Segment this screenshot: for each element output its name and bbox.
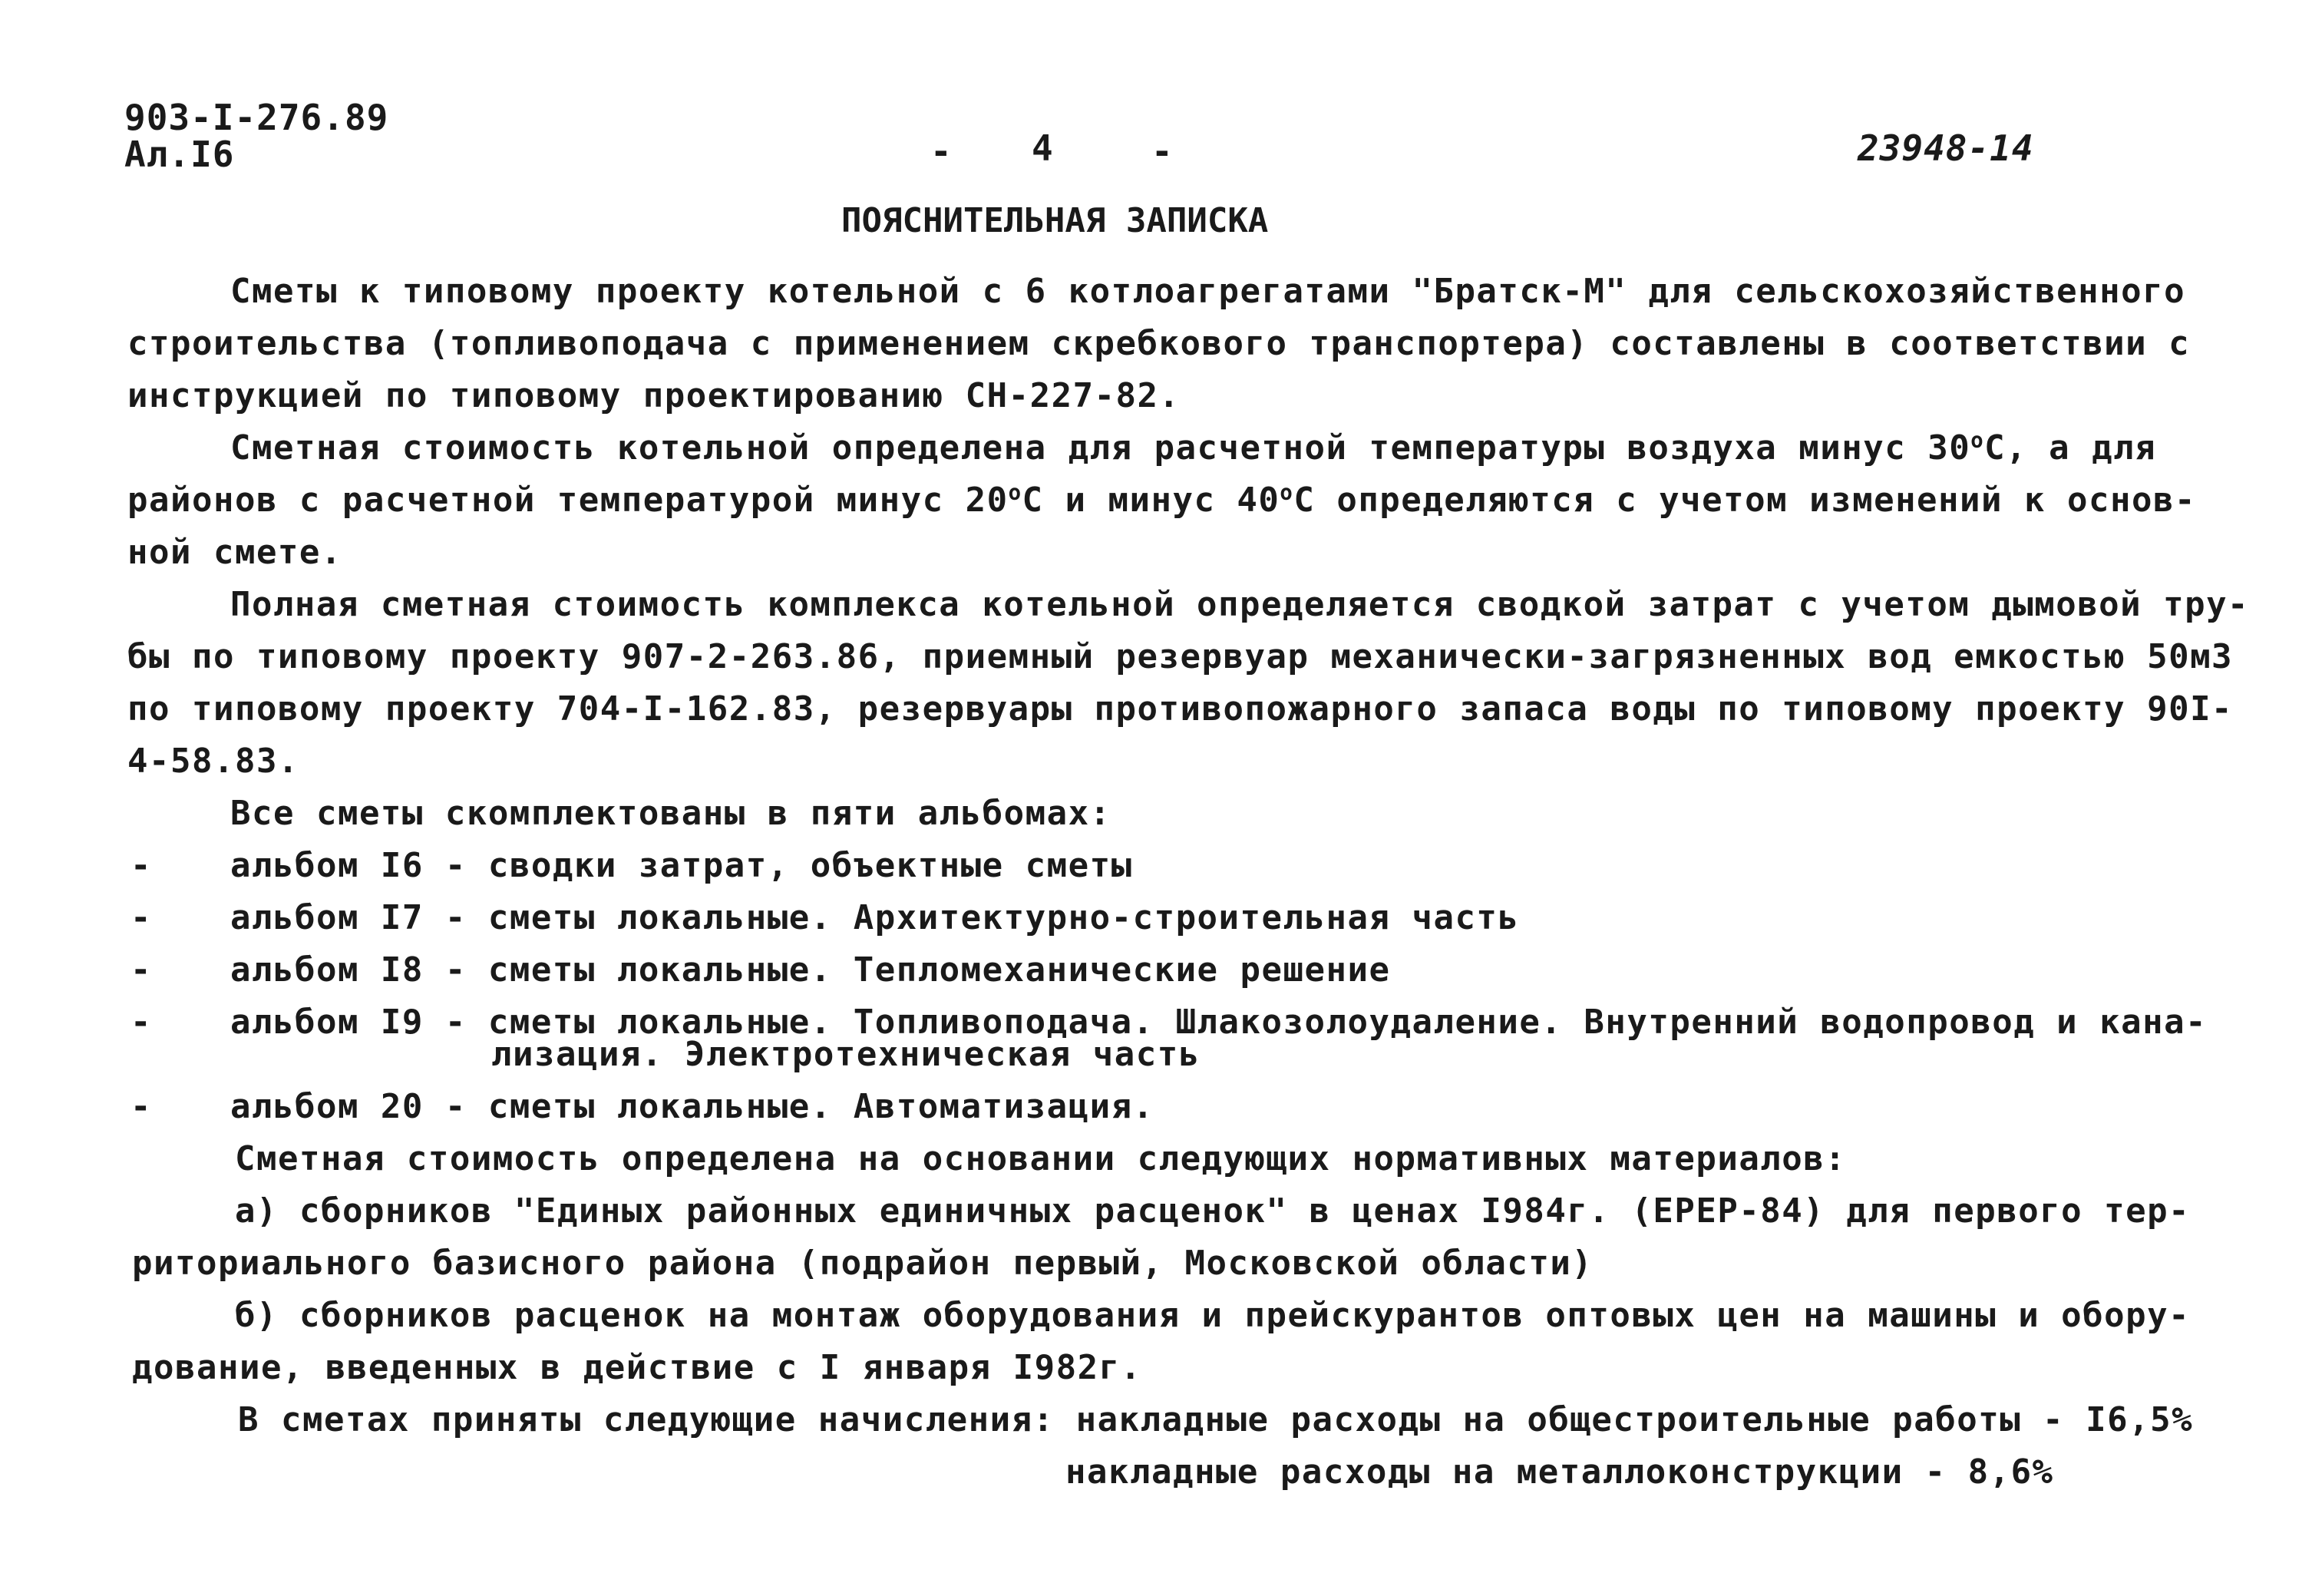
para3-line2: бы по типовому проекту 907-2-263.86, приемный резервуар механически-загрязненных вод емкостью 50м3 bbox=[127, 637, 2234, 676]
album-bullet: - bbox=[130, 1087, 151, 1126]
norm-a-line2: риториального базисного района (подрайон первый, Московской области) bbox=[132, 1244, 1594, 1283]
album-item-17: альбом I7 - сметы локальные. Архитектурно-строительная часть bbox=[230, 898, 1520, 937]
para3-line3: по типовому проекту 704-I-162.83, резервуары противопожарного запаса воды по типовому проекту 90I- bbox=[127, 689, 2234, 729]
para2-line1: Сметная стоимость котельной определена для расчетной температуры воздуха минус 30$^o$С, а для bbox=[230, 428, 2157, 468]
album-item-18: альбом I8 - сметы локальные. Тепломеханические решение bbox=[230, 950, 1391, 990]
norm-a-line1: а) сборников "Единых районных единичных расценок" в ценах I984г. (ЕРЕР-84) для первого тер- bbox=[235, 1191, 2191, 1231]
albums-intro: Все сметы скомплектованы в пяти альбомах: bbox=[230, 794, 1111, 833]
album-bullet: - bbox=[130, 1003, 151, 1042]
album-item-16: альбом I6 - сводки затрат, объектные сметы bbox=[230, 846, 1133, 885]
para3-line4: 4-58.83. bbox=[127, 742, 299, 781]
norm-b-line2: дование, введенных в действие с I января I982г. bbox=[132, 1348, 1142, 1387]
charges-line2: накладные расходы на металлоконструкции - 8,6% bbox=[1065, 1452, 2054, 1492]
sheet-code: 23948-14 bbox=[1858, 127, 2034, 169]
norm-b-line1: б) сборников расценок на монтаж оборудования и прейскурантов оптовых цен на машины и обору- bbox=[235, 1296, 2191, 1335]
page-number: 4 bbox=[1032, 127, 1054, 169]
doc-code: 903-I-276.89 bbox=[124, 97, 389, 138]
para2-line2: районов с расчетной температурой минус 20$^o$С и минус 40$^o$С определяются с учетом изменений к основ- bbox=[127, 481, 2196, 520]
para1-line1: Сметы к типовому проекту котельной с 6 котлоагрегатами "Братск-М" для сельскохозяйственного bbox=[230, 272, 2186, 311]
para1-line2: строительства (топливоподача с применением скребкового транспортера) составлены в соответствии с bbox=[127, 324, 2191, 363]
album-bullet: - bbox=[130, 846, 151, 885]
page-dash-left: - bbox=[930, 131, 953, 172]
page-title: ПОЯСНИТЕЛЬНАЯ ЗАПИСКА bbox=[841, 201, 1269, 240]
para3-line1: Полная сметная стоимость комплекса котельной определяется сводкой затрат с учетом дымовой тру- bbox=[230, 585, 2250, 624]
para1-line3: инструкцией по типовому проектированию СН-227-82. bbox=[127, 376, 1181, 415]
album-item-19: альбом I9 - сметы локальные. Топливоподача. Шлакозолоудаление. Внутренний водопровод и кана- bbox=[230, 1003, 2208, 1042]
album-code: Ал.I6 bbox=[124, 134, 235, 175]
charges-line1: В сметах приняты следующие начисления: накладные расходы на общестроительные работы - I6,5% bbox=[238, 1400, 2194, 1439]
para2-line3: ной смете. bbox=[127, 533, 342, 572]
album-bullet: - bbox=[130, 950, 151, 990]
album-item-19-cont: лизация. Электротехническая часть bbox=[491, 1035, 1201, 1074]
album-bullet: - bbox=[130, 898, 151, 937]
norms-intro: Сметная стоимость определена на основании следующих нормативных материалов: bbox=[235, 1139, 1847, 1178]
album-item-20: альбом 20 - сметы локальные. Автоматизация. bbox=[230, 1087, 1154, 1126]
page-dash-right: - bbox=[1151, 131, 1174, 172]
